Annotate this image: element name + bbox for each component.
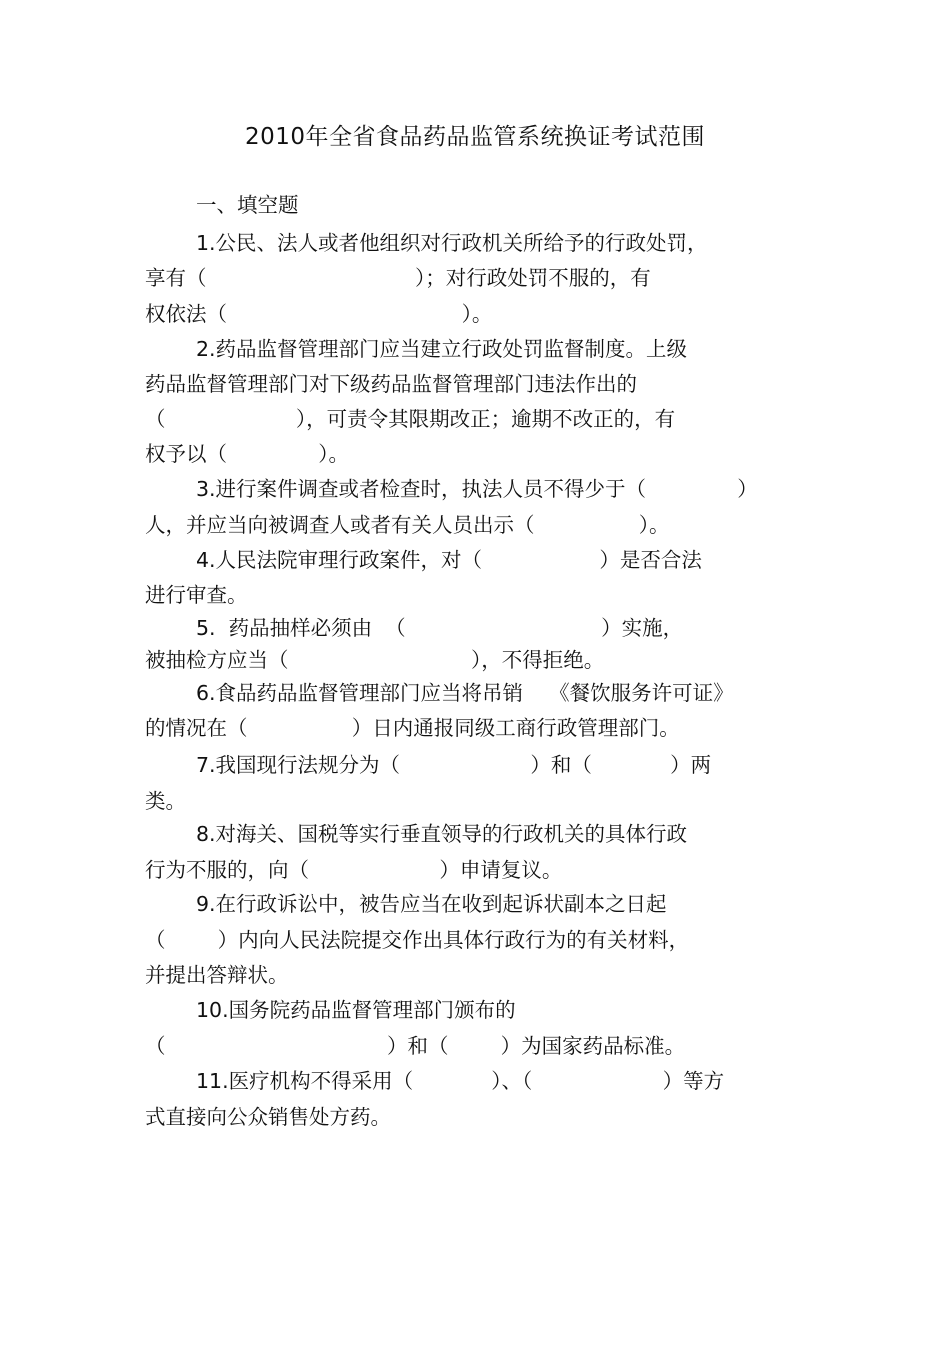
- question-line: 并提出答辩状。: [145, 963, 289, 987]
- question-line: 6.食品药品监督管理部门应当将吊销 《餐饮服务许可证》: [196, 681, 734, 705]
- page-title: 2010年全省食品药品监管系统换证考试范围: [244, 124, 706, 150]
- question-line: （ ），可责令其限期改正；逾期不改正的，有: [145, 407, 676, 431]
- question-line: 药品监督管理部门对下级药品监督管理部门违法作出的: [145, 372, 637, 396]
- question-line: （ ）和（ ）为国家药品标准。: [145, 1034, 686, 1058]
- question-line: 享有（ ）；对行政处罚不服的，有: [145, 266, 651, 290]
- question-line: 10.国务院药品监督管理部门颁布的: [196, 998, 516, 1022]
- question-line: 3.进行案件调查或者检查时，执法人员不得少于（ ）: [196, 477, 758, 501]
- question-line: 1.公民、法人或者他组织对行政机关所给予的行政处罚，: [196, 231, 708, 255]
- question-line: 被抽检方应当（ ），不得拒绝。: [145, 648, 605, 672]
- question-line: 人，并应当向被调查人或者有关人员出示（ ）。: [145, 513, 670, 537]
- question-line: 7.我国现行法规分为（ ）和（ ）两: [196, 753, 712, 777]
- question-line: 行为不服的，向（ ）申请复议。: [145, 858, 563, 882]
- question-line: 进行审查。: [145, 583, 248, 607]
- question-line: 5. 药品抽样必须由 （ ）实施，: [196, 616, 684, 640]
- question-line: 9.在行政诉讼中，被告应当在收到起诉状副本之日起: [196, 892, 667, 916]
- question-line: 权予以（ ）。: [145, 442, 349, 466]
- question-line: 式直接向公众销售处方药。: [145, 1105, 391, 1129]
- question-line: 的情况在（ ）日内通报同级工商行政管理部门。: [145, 716, 680, 740]
- question-line: 11.医疗机构不得采用（ ）、（ ）等方: [196, 1069, 725, 1093]
- question-line: 类。: [145, 789, 186, 813]
- question-line: 权依法（ ）。: [145, 302, 493, 326]
- question-line: 8.对海关、国税等实行垂直领导的行政机关的具体行政: [196, 822, 688, 846]
- section-heading: 一、填空题: [196, 193, 299, 217]
- question-line: （ ）内向人民法院提交作出具体行政行为的有关材料，: [145, 928, 690, 952]
- question-line: 4.人民法院审理行政案件，对（ ）是否合法: [196, 548, 702, 572]
- question-line: 2.药品监督管理部门应当建立行政处罚监督制度。上级: [196, 337, 688, 361]
